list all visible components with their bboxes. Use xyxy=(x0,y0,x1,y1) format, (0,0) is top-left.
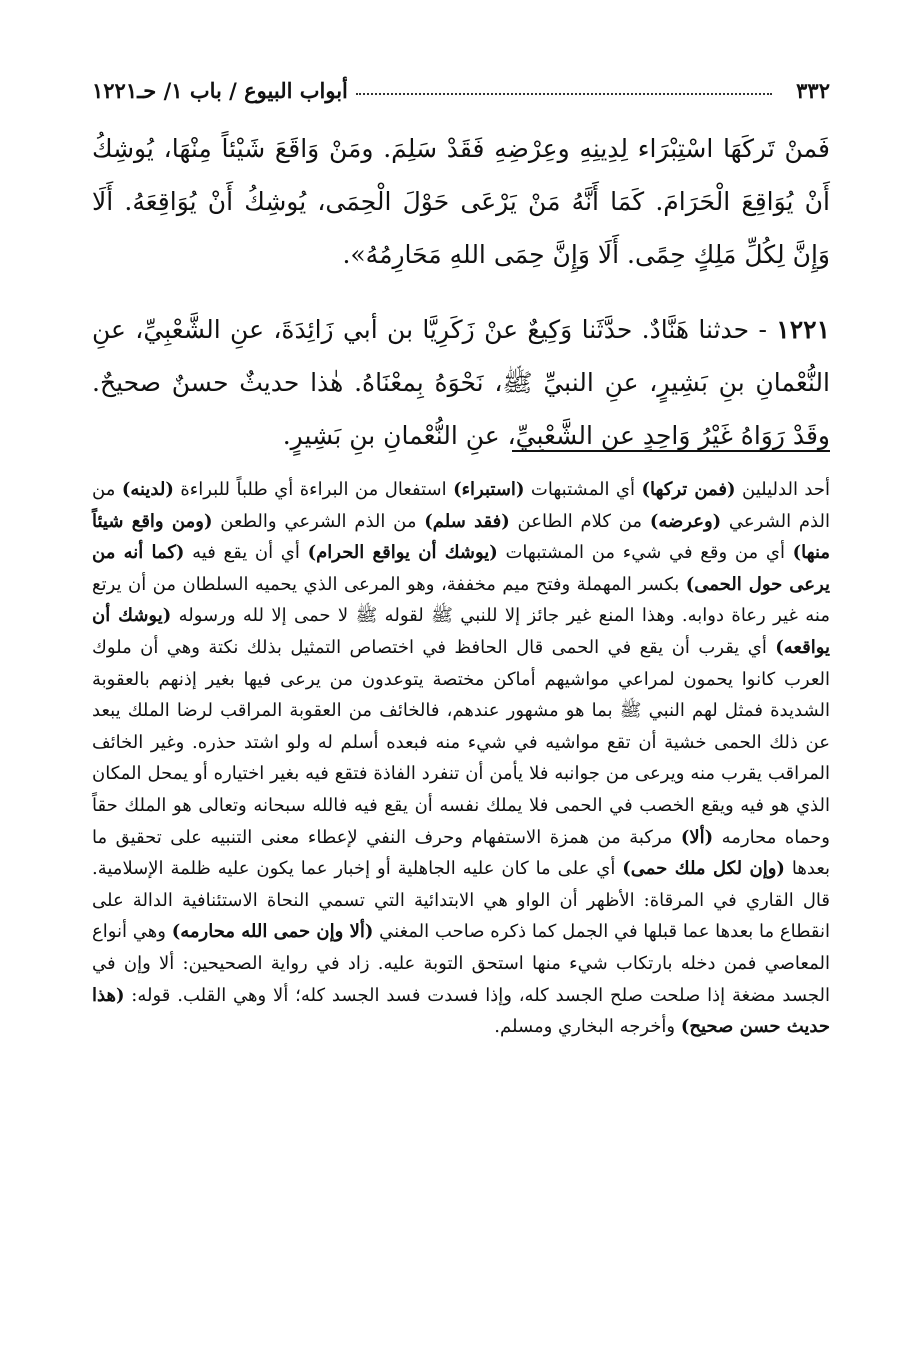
page-number: ٣٣٢ xyxy=(796,77,830,103)
commentary-lemma: (استبراء) xyxy=(453,479,525,500)
commentary-lemma: (فقد سلم) xyxy=(424,510,510,532)
commentary-lemma: (لدينه) xyxy=(121,479,174,500)
commentary-lemma: (يوشك أن يواقعه) xyxy=(92,605,830,658)
commentary-segment: بكسر المهملة وفتح ميم مخففة، وهو المرعى الذي يحميه السلطان من أن يرتع منه غير رعاة دوابه. وهذا المنع غير جائز إلا للنبي ﷺ لقوله ﷺ لا حمى إلا لله ورسوله xyxy=(92,573,830,627)
commentary-lemma: (وإن لكل ملك حمى) xyxy=(622,858,785,880)
hadith-body: - حدثنا هَنَّادٌ. حدَّثَنا وَكِيعٌ عنْ زَكَرِيَّا بن أبي زَائِدَةَ، عنِ الشَّعْبِيِّ، عنِ النُّعْمانِ بنِ بَشِيرٍ، عنِ النبيِّ ﷺ، نَحْوَهُ بِمعْنَاهُ. هٰذا حديثٌ حسنٌ صحيحٌ. وقَدْ رَوَاهُ غَيْرُ وَاحِدٍ عن الشَّعْبِيِّ، عنِ النُّعْمانِ بنِ بَشِيرٍ. xyxy=(92,315,830,450)
commentary-segment: أي من وقع في شيء من المشتبهات xyxy=(497,542,793,564)
commentary-lemma: (ومن واقع شيئاً منها) xyxy=(92,510,831,564)
hadith-text xyxy=(92,122,830,462)
commentary-segment: استفعال من البراءة أي طلباً للبراءة xyxy=(173,479,454,500)
commentary-segment: أي المشتبهات xyxy=(524,479,642,500)
page-header xyxy=(92,70,830,110)
dotted-leader xyxy=(356,93,772,95)
commentary-lemma: (كما أنه من يرعى حول الحمى) xyxy=(92,542,830,595)
commentary-segment: أي أن يقع فيه xyxy=(184,542,308,564)
commentary-segment: من الذم الشرعي xyxy=(92,479,830,532)
commentary-segment: وأخرجه البخاري ومسلم. xyxy=(494,1016,681,1038)
commentary-lemma: (هذا حديث حسن صحيح) xyxy=(92,984,830,1038)
commentary-segment: أحد الدليلين xyxy=(735,479,830,500)
commentary-segment: أي يقرب أن يقع في الحمى قال الحافظ في اختصاص التمثيل بذلك نكتة وهي أن ملوك العرب كانوا يحمون لمراعي مواشيهم أماكن مختصة يتوعدون من يرعى فيها بغير إذنهم بالعقوبة الشديدة فمثل لهم النبي ﷺ بما هو مشهور عندهم، فالخائف من العقوبة المراقب لرضا الملك يبعد عن ذلك الحمى خشية أن تقع مواشيه في شيء منه فبعده أسلم له ولو اشتد حذره. وغير الخائف المراقب يقرب منه ويرعى من جوانبه فلا يأمن أن تنفرد الفاذة فتقع فيه بغير اختياره أو يمحل المكان الذي هو فيه ويقع الخصب في الحمى فلا يملك نفسه أن يقع فيه فالله سبحانه وتعالى هو الملك حقاً وحماه محارمه xyxy=(92,636,831,848)
footnote-separator xyxy=(512,450,830,452)
hadith-paragraph xyxy=(92,303,830,462)
commentary-segment: أي على ما كان عليه الجاهلية أو إخبار عما يكون عليه ظلمة الإسلامية. قال القاري في المرقاة: الأظهر أن الواو هي الابتدائية التي تسمي النحاة الاستئنافية الدالة على انقطاع ما بعدها عما قبلها في الجمل كما ذكره صاحب المغني xyxy=(92,858,831,943)
hadith-number: ١٢٢١ xyxy=(776,315,830,344)
commentary-segment: وهي أنواع المعاصي فمن دخله بارتكاب شيء منها استحق التوبة عليه. زاد في رواية الصحيحين: ألا وإن في الجسد مضغة إذا صلحت صلح الجسد كله، وإذا فسدت فسد الجسد كله؛ ألا وهي القلب. قوله: xyxy=(92,921,830,1006)
commentary-lemma: (ألا وإن حمى الله محارمه) xyxy=(171,921,374,943)
commentary-segment: من الذم الشرعي والطعن xyxy=(212,510,425,532)
commentary-lemma: (يوشك أن يواقع الحرام) xyxy=(307,542,498,564)
commentary-segment: من كلام الطاعن xyxy=(509,510,650,532)
running-title: أبواب البيوع / باب ١/ حـ١٢٢١ xyxy=(92,77,348,103)
commentary-text xyxy=(92,474,830,1043)
commentary-paragraph xyxy=(92,474,830,1043)
commentary-segment: مركبة من همزة الاستفهام وحرف النفي لإعطاء معنى التنبيه على تحقيق ما بعدها xyxy=(92,826,831,880)
commentary-lemma: (فمن تركها) xyxy=(641,479,736,500)
commentary-lemma: (وعرضه) xyxy=(649,510,722,532)
hadith-continuation: فَمنْ تَركَهَا اسْتِبْرَاء لِدِينِهِ وعِرْضِهِ فَقَدْ سَلِمَ. ومَنْ وَاقَعَ شَيْئاً مِنْهَا، يُوشِكُ أَنْ يُوَاقِعَ الْحَرَامَ. كَمَا أَنَّهُ مَنْ يَرْعَى حَوْلَ الْحِمَى، يُوشِكُ أَنْ يُوَاقِعَهُ. أَلَا وَإِنَّ لِكُلِّ مَلِكٍ حِمًى. أَلَا وَإِنَّ حِمَى اللهِ مَحَارِمُهُ». xyxy=(92,134,830,269)
commentary-lemma: (ألا) xyxy=(680,826,714,848)
